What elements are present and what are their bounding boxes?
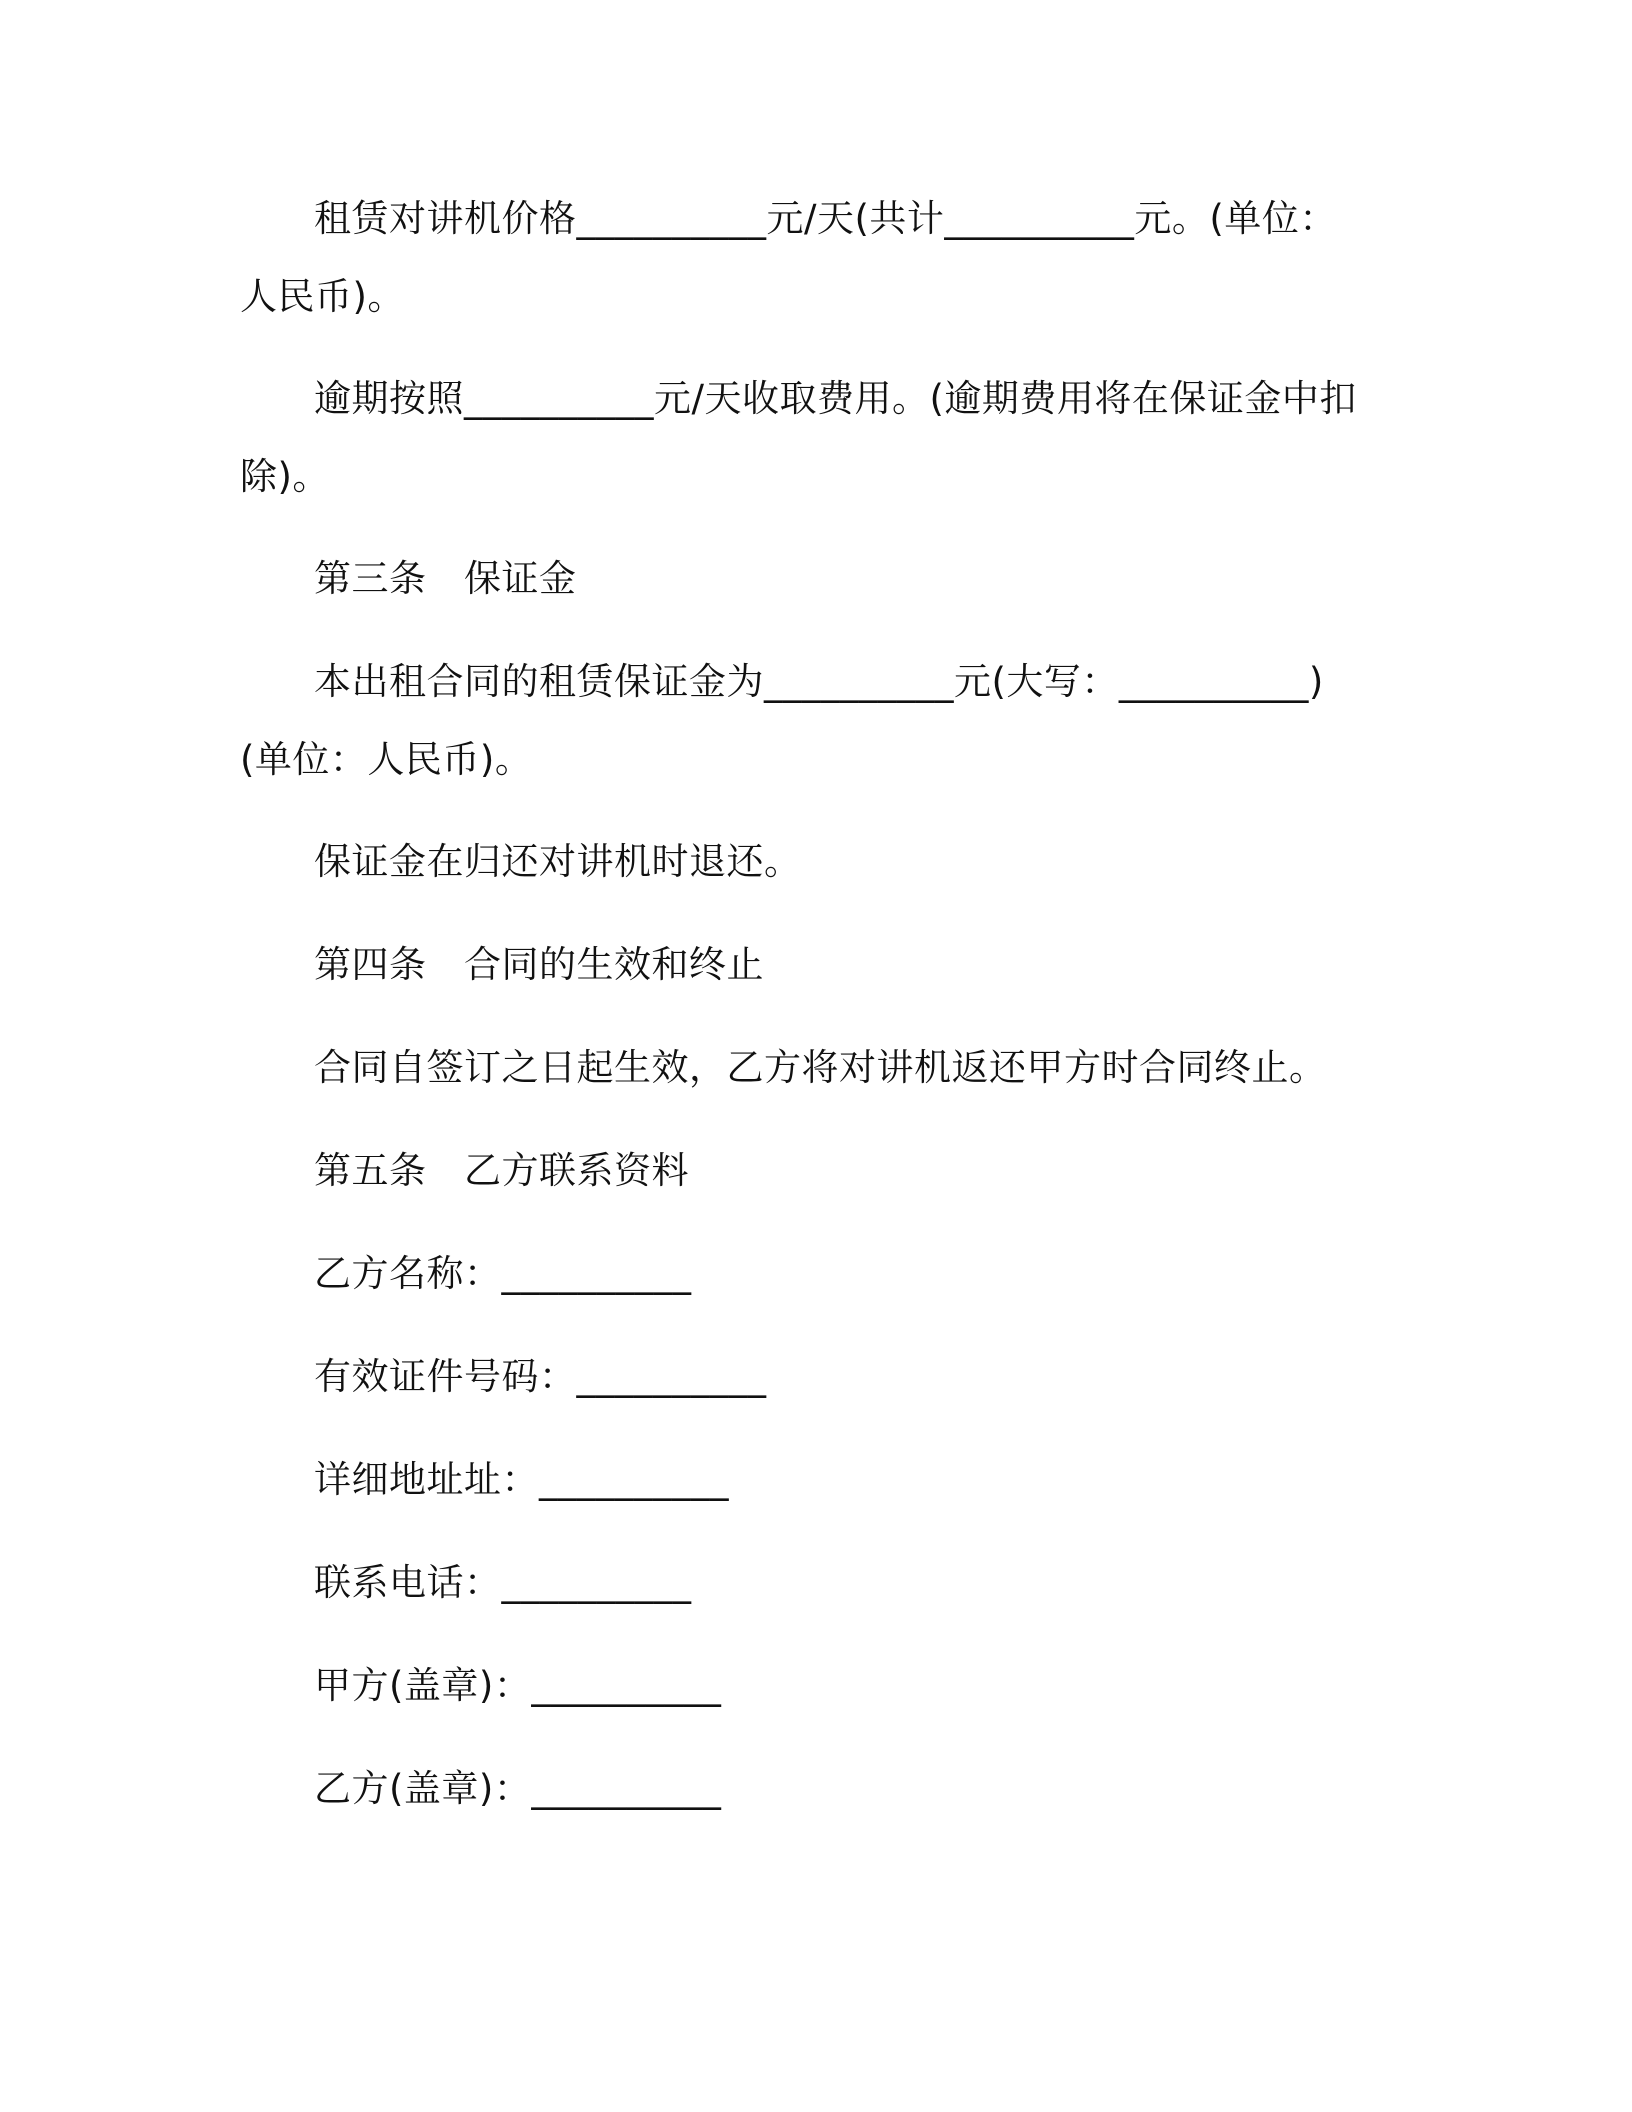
address-field: 详细地址址：__________ bbox=[314, 1458, 729, 1501]
party-b-seal-field: 乙方(盖章)：__________ bbox=[314, 1767, 722, 1810]
article-3-heading: 第三条 保证金 bbox=[314, 557, 577, 600]
party-b-name-field: 乙方名称：__________ bbox=[314, 1252, 692, 1295]
effect-termination-clause: 合同自签订之日起生效，乙方将对讲机返还甲方时合同终止。 bbox=[314, 1046, 1327, 1089]
phone-field: 联系电话：__________ bbox=[314, 1561, 692, 1604]
deposit-amount-clause: 本出租合同的租赁保证金为__________元(大写：__________)(单位：人民币)。 bbox=[240, 660, 1324, 781]
overdue-fee-clause: 逾期按照__________元/天收取费用。(逾期费用将在保证金中扣除)。 bbox=[240, 377, 1357, 498]
article-4-heading: 第四条 合同的生效和终止 bbox=[314, 943, 764, 986]
deposit-refund-clause: 保证金在归还对讲机时退还。 bbox=[314, 840, 802, 883]
id-number-field: 有效证件号码：__________ bbox=[314, 1355, 767, 1398]
article-5-heading: 第五条 乙方联系资料 bbox=[314, 1149, 689, 1192]
rental-price-clause: 租赁对讲机价格__________元/天(共计__________元。(单位：人民币)。 bbox=[240, 197, 1337, 318]
party-a-seal-field: 甲方(盖章)：__________ bbox=[314, 1664, 722, 1707]
